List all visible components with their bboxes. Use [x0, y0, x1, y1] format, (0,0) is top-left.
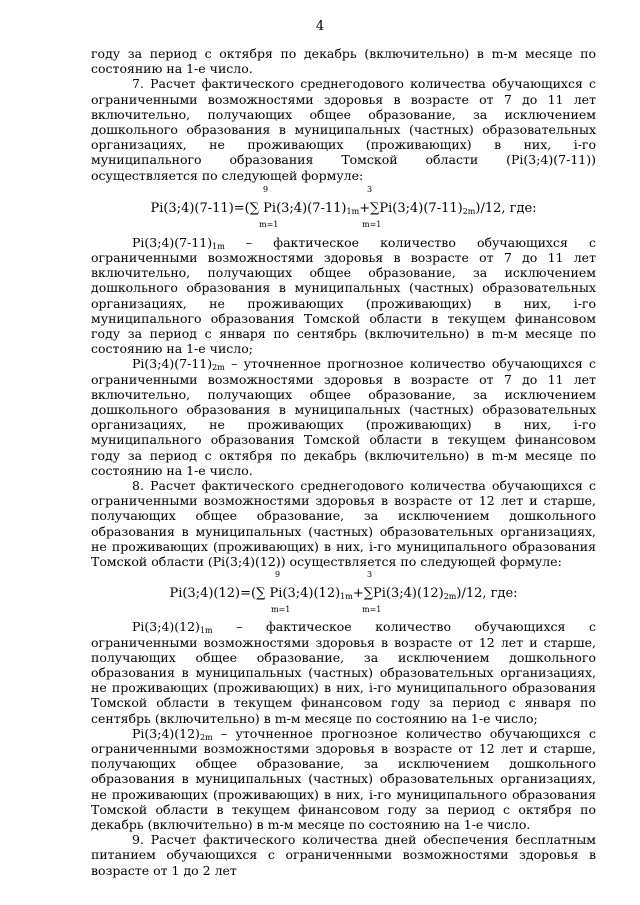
document-body — [91, 46, 596, 878]
formula-8-lhs: Pi(3;4)(12)=( — [169, 586, 257, 602]
definition-1m-12 — [91, 619, 596, 725]
formula-7-sum2-lower: m=1 — [362, 219, 382, 229]
paragraph-item-8: 8. Расчет фактического среднегодового количества обучающихся с ограниченными возможностями здоровья в возрасте от 12 лет и старше, получающих общее образование, за исключением дошкольного образования в муниципальных (частных) образовательных организациях, не проживающих (проживающих) в них, i-го муниципального образования Томской области (Pi(3;4)(12)) осуществляется по следующей формуле: — [91, 478, 596, 570]
formula-7-lhs: Pi(3;4)(7-11)=( — [150, 200, 250, 216]
definition-term: Pi(3;4)(12) — [132, 619, 200, 635]
formula-8-term1: Pi(3;4)(12) — [269, 586, 341, 602]
definition-text: – уточненное прогнозное количество обучающихся с ограниченными возможностями здоровья в возрасте от 12 лет и старше, получающих общее образование, за исключением дошкольного образования в муниципальных (частных) образовательных организациях, не проживающих (проживающих) в них, i-го муниципального образования Томской области в текущем финансовом году за период с октября по декабрь (включительно) в m-м месяце по состоянию на 1-е число. — [91, 725, 596, 832]
formula-8-term2: Pi(3;4)(12) — [373, 586, 444, 602]
formula-7-tail: )/12, где: — [475, 200, 537, 216]
paragraph-continuation: году за период с октября по декабрь (включительно) в m-м месяце по состоянию на 1-е число. — [91, 46, 596, 77]
definition-term: Pi(3;4)(7-11) — [132, 356, 213, 372]
sum-sign: ∑ — [249, 200, 260, 216]
formula-7-term1-sub: 1m — [346, 206, 360, 216]
sum-sign: ∑ — [256, 586, 266, 602]
definition-term-sub: 1m — [212, 241, 225, 251]
formula-8-plus: + — [352, 586, 364, 602]
formula-7-term1: Pi(3;4)(7-11) — [263, 200, 347, 216]
formula-8-term1-sub: 1m — [340, 592, 353, 602]
definition-2m-12 — [91, 726, 596, 832]
formula-8-sum2-lower: m=1 — [362, 605, 382, 615]
definition-term-sub: 2m — [212, 363, 225, 373]
definition-term-sub: 2m — [199, 732, 213, 742]
definition-text: – фактическое количество обучающихся с ограниченными возможностями здоровья в возрасте от 12 лет и старше, получающих общее образование, за исключением дошкольного образования в муниципальных (частных) образовательных организациях, не проживающих (проживающих) в них, i-го муниципального образования Томской области в текущем финансовом году за период с января по сентябрь (включительно) в m-м месяце по состоянию на 1-е число; — [91, 619, 596, 726]
formula-8-term2-sub: 2m — [443, 592, 457, 602]
formula-7-sum2-upper: 3 — [367, 184, 373, 194]
formula-7-term2-sub: 2m — [462, 206, 476, 216]
definition-term: Pi(3;4)(12) — [132, 725, 200, 741]
definition-text: – фактическое количество обучающихся с ограниченными возможностями здоровья в возрасте от 7 до 11 лет включительно, получающих общее образование, за исключением дошкольного образования в муниципальных (частных) образовательных организациях, не проживающих (проживающих) в них, i-го муниципального образования Томской области в текущем финансовом году за период с января по сентябрь (включительно) в m-м месяце по состоянию на 1-е число; — [91, 234, 596, 357]
formula-8-sum2-upper: 3 — [367, 570, 373, 580]
paragraph-item-7: 7. Расчет фактического среднегодового количества обучающихся с ограниченными возможностями здоровья в возрасте от 7 до 11 лет включительно, получающих общее образование, за исключением дошкольного образования в муниципальных (частных) образовательных организациях, не проживающих (проживающих) в них, i-го муниципального образования Томской области (Pi(3;4)(7-11)) осуществляется по следующей формуле: — [91, 76, 596, 183]
definition-text: – уточненное прогнозное количество обучающихся с ограниченными возможностями здоровья в возрасте от 7 до 11 лет включительно, получающих общее образование, за исключением дошкольного образования в муниципальных (частных) образовательных организациях, не проживающих (проживающих) в них, i-го муниципального образования Томской области в текущем финансовом году за период с октября по декабрь (включительно) в m-м месяце по состоянию на 1-е число. — [91, 356, 596, 478]
formula-8-expression — [91, 586, 596, 601]
page-number: 4 — [315, 19, 325, 34]
formula-8-sum1-upper: 9 — [275, 570, 281, 580]
formula-7-expression — [91, 201, 596, 216]
definition-1m-7-11 — [91, 235, 596, 357]
formula-7-plus: + — [359, 200, 371, 216]
formula-8-sum1-lower: m=1 — [271, 605, 291, 615]
sum-sign: ∑ — [363, 586, 374, 602]
definition-term: Pi(3;4)(7-11) — [132, 234, 213, 250]
formula-8-tail: )/12, где: — [456, 586, 518, 602]
formula-7-sum1-upper: 9 — [263, 184, 269, 194]
sum-sign: ∑ — [370, 200, 380, 216]
formula-8 — [91, 569, 596, 619]
formula-7-sum1-lower: m=1 — [259, 219, 279, 229]
formula-7 — [91, 183, 596, 235]
paragraph-item-9: 9. Расчет фактического количества дней обеспечения бесплатным питанием обучающихся с ограниченными возможностями здоровья в возрасте от 1 до 2 лет — [91, 832, 596, 878]
definition-2m-7-11 — [91, 356, 596, 478]
definition-term-sub: 1m — [199, 626, 213, 636]
formula-7-term2: Pi(3;4)(7-11) — [379, 200, 463, 216]
